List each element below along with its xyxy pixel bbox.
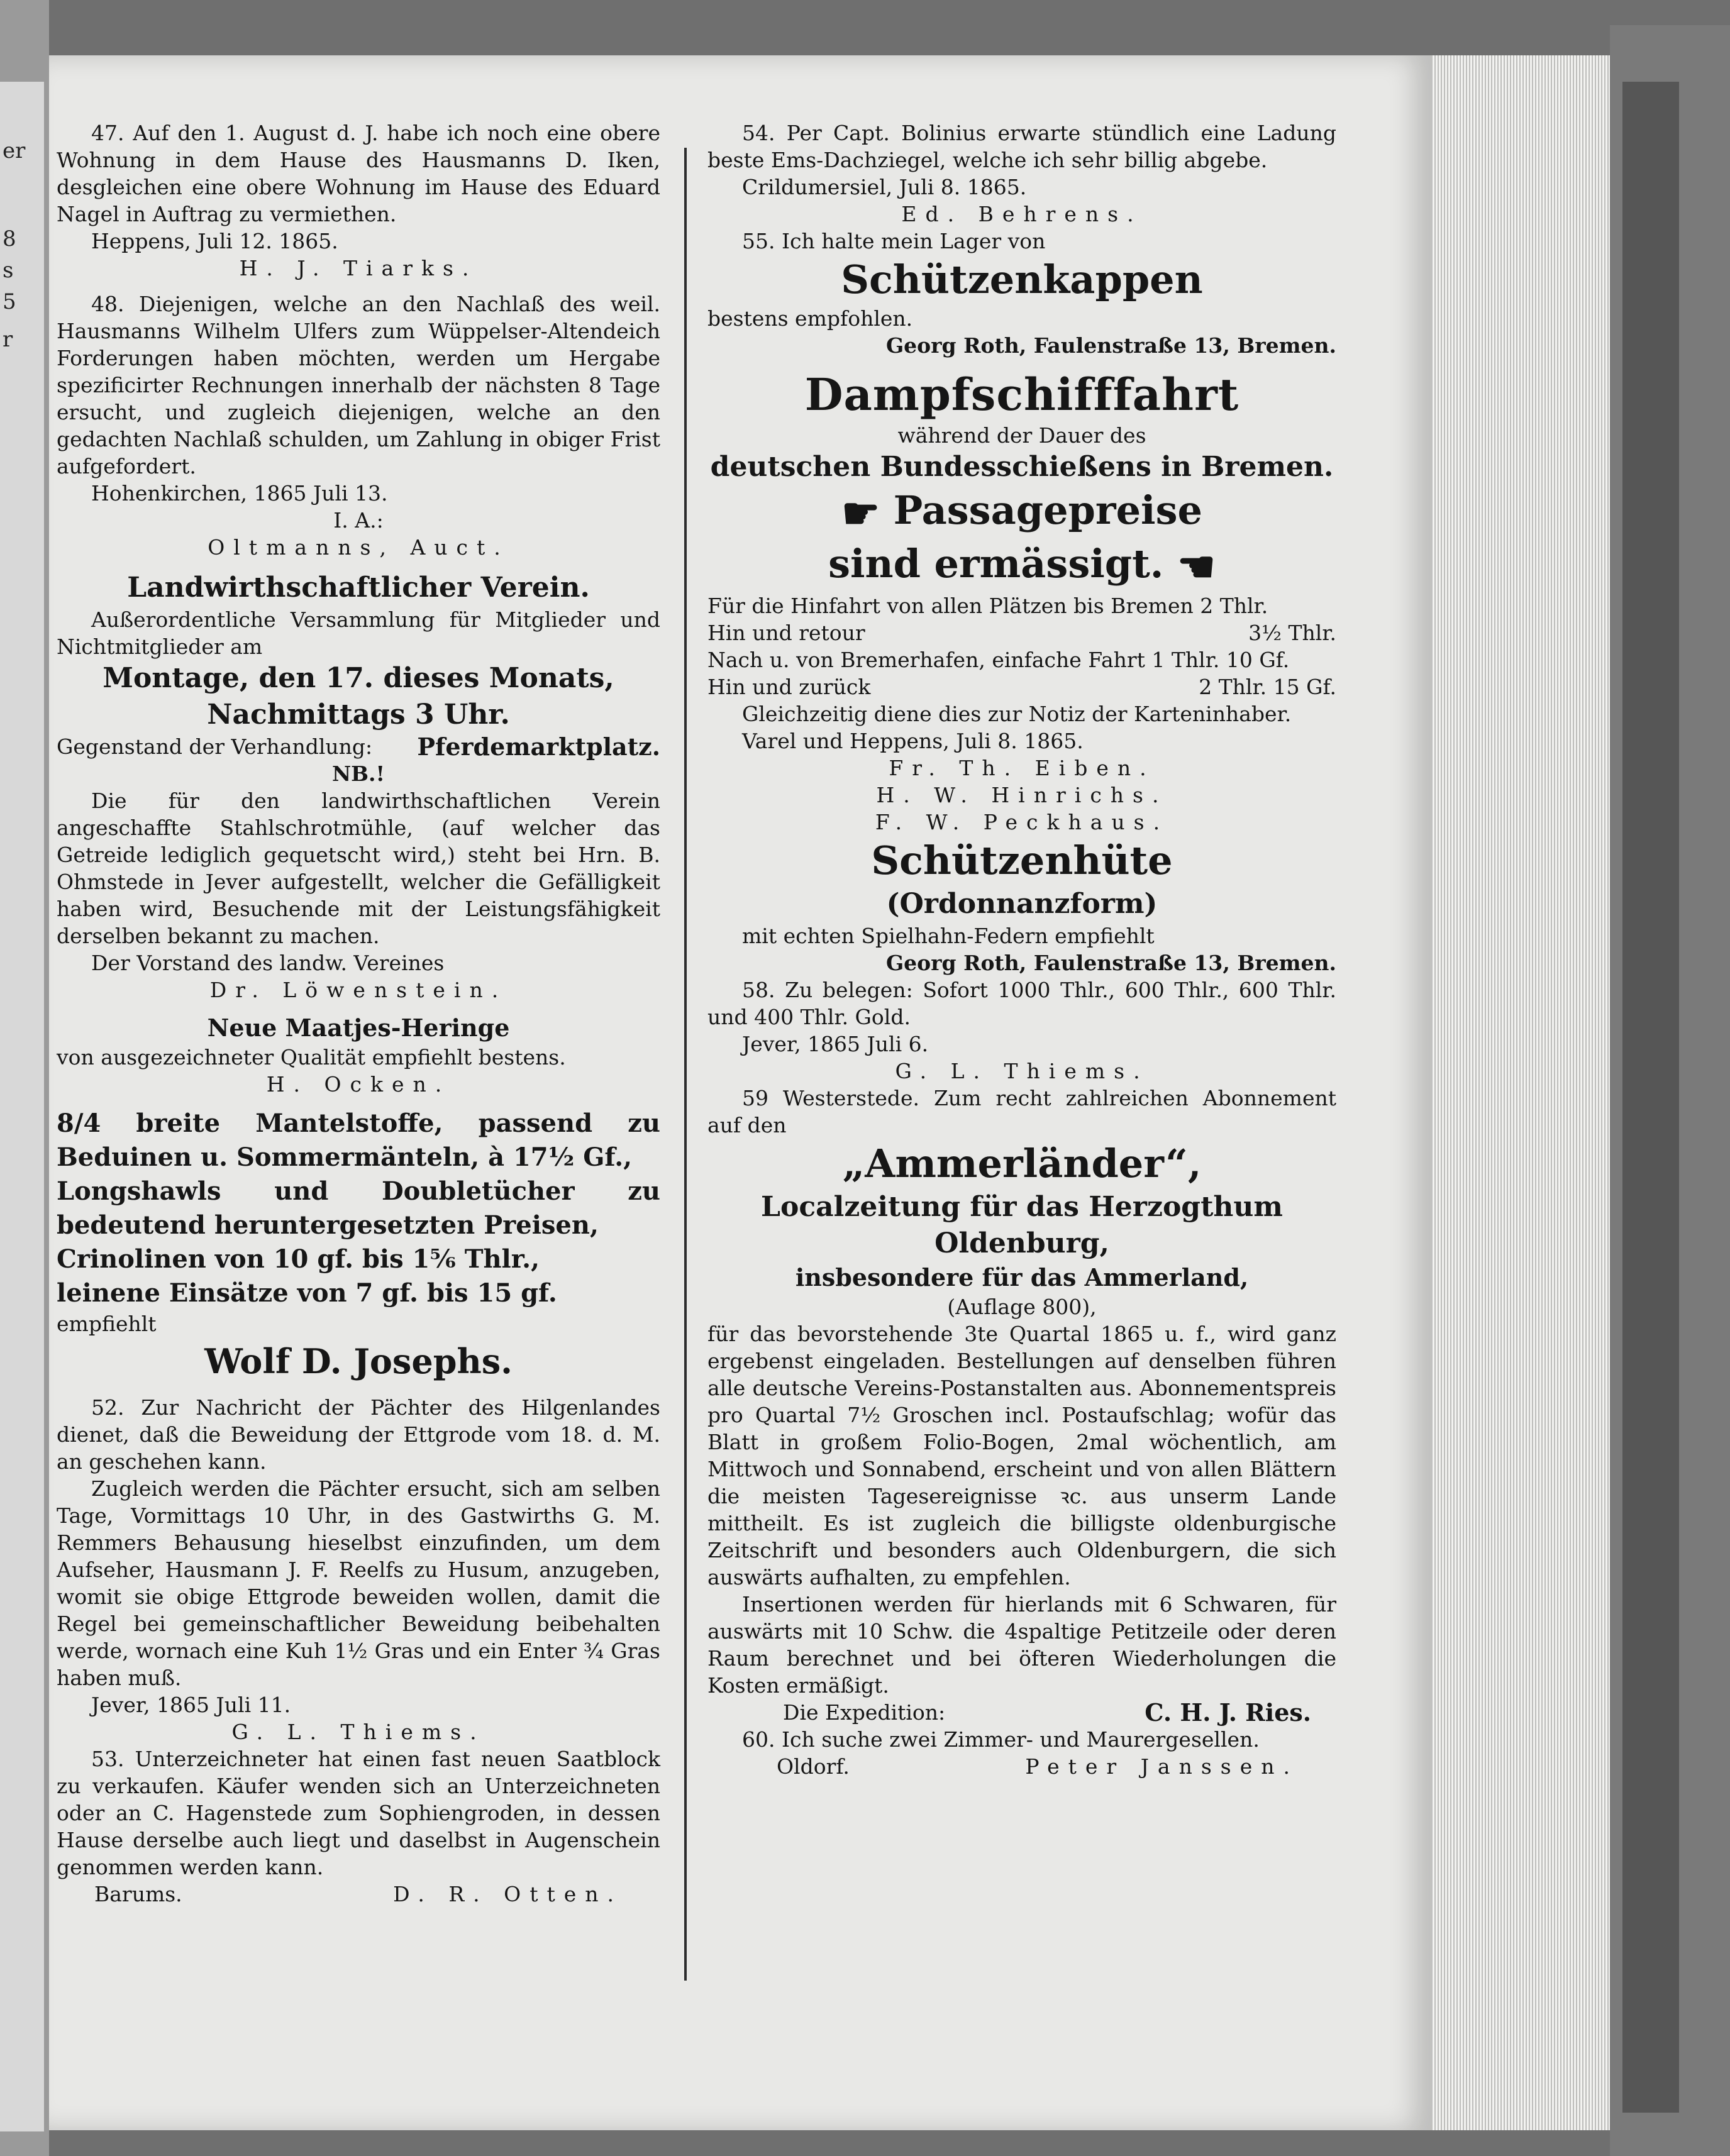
ad-58 [707, 976, 1336, 1085]
ad-title: Neue Maatjes-Heringe [207, 1014, 510, 1042]
ad-text: 52. Zur Nachricht der Pächter des Hilgenlandes dienet, daß die Beweidung der Ettgrode vom 18. d. M. an geschehen kann. [57, 1395, 660, 1474]
ad-footer [707, 1699, 1336, 1726]
ad-schuetzenhuete [707, 836, 1336, 976]
ad-text: 53. Unterzeichneter hat einen fast neuen Saatblock zu verkaufen. Käufer wenden sich an Unterzeichneten oder an C. Hagenstede zum Sophiengroden, in dessen Hause derselbe auch liegt und daselbst in Augenschein genommen werden kann. [57, 1747, 660, 1879]
ad-53 [57, 1745, 660, 1908]
ad-text: 58. Zu belegen: Sofort 1000 Thlr., 600 Thlr., 600 Thlr. und 400 Thlr. Gold. [707, 978, 1336, 1029]
fare-line [707, 619, 1336, 646]
left-column [57, 119, 660, 1908]
ad-text: Die für den landwirthschaftlichen Verein angeschaffte Stahlschrotmühle, (auf welcher das Getreide lediglich gequetscht wird,) steht bei Hrn. B. Ohmstede in Jever aufgestellt, welcher die Gefälligkeit haben wird, Besuchende mit der Leistungsfähigkeit derselben bekannt zu machen. [57, 788, 660, 948]
price-headline [707, 485, 1336, 539]
ad-signer: D. R. Otten. [393, 1882, 623, 1906]
ad-60 [707, 1726, 1336, 1780]
meeting-time: Nachmittags 3 Uhr. [207, 699, 510, 731]
ad-title: Dampfschifffahrt [804, 368, 1239, 421]
fare-price: 3½ Thlr. [1248, 621, 1336, 645]
ad-signer: F. W. Peckhaus. [875, 810, 1169, 834]
expedition-name: C. H. J. Ries. [1145, 1698, 1311, 1727]
ad-text: 47. Auf den 1. August d. J. habe ich noch eine obere Wohnung in dem Hause des Hausmanns D. Iken, desgleichen eine obere Wohnung im Hause des Eduard Nagel in Auftrag zu vermiethen. [57, 121, 660, 226]
ad-text: für das bevorstehende 3te Quartal 1865 u. f., wird ganz ergebenst eingeladen. Bestellungen auf denselben führen alle deutsche Vereins-Postanstalten aus. Abonnementspreis pro Quartal 7½ Groschen incl. Postaufschlag; wofür das Blatt in großem Folio-Bogen, 2mal wöchentlich, am Mittwoch und Sonnabend, erscheint und von allen Blättern die meisten Tagesereignisse ꝛc. aus unserm Lande mittheilt. Es ist zugleich die billigste oldenburgische Zeitschrift und besonders auch Oldenburgern, die sich auswärts aufhalten, zu empfehlen. [707, 1322, 1336, 1589]
ad-signer: Dr. Löwenstein. [209, 978, 507, 1002]
ad-subtitle: insbesondere für das Ammerland, [795, 1263, 1249, 1291]
fare-price: 2 Thlr. 15 Gf. [1199, 675, 1336, 699]
ad-text: 54. Per Capt. Bolinius erwarte stündlich eine Ladung beste Ems-Dachziegel, welche ich sehr billig abgebe. [707, 121, 1336, 172]
ad-subtitle-bold: deutschen Bundesschießens in Bremen. [710, 451, 1334, 483]
margin-fragment: 5 [3, 289, 16, 314]
book-page-edges [1426, 55, 1615, 2130]
ad-place: Oldorf. [777, 1754, 850, 1779]
ad-place: Varel und Heppens, Juli 8. 1865. [742, 729, 1084, 753]
margin-fragment: r [3, 327, 13, 352]
price-headline-2: sind ermässigt. [828, 541, 1164, 587]
ad-place: Heppens, Juli 12. 1865. [91, 229, 338, 253]
ad-subtitle: (Ordonnanzform) [886, 888, 1158, 920]
ad-signer: H. J. Tiarks. [239, 256, 478, 280]
nota-bene: NB.! [331, 761, 385, 786]
ad-footer [707, 1753, 1336, 1780]
ad-signer: Peter Janssen. [1025, 1754, 1299, 1779]
ad-by: I. A.: [333, 508, 384, 533]
ad-firm: Georg Roth, Faulenstraße 13, Bremen. [885, 951, 1336, 975]
ad-title: „Ammerländer“, [842, 1141, 1202, 1186]
margin-fragment: 8 [3, 226, 16, 252]
ad-intro: 55. Ich halte mein Lager von [742, 229, 1046, 253]
ad-subtitle: Oldenburg, [934, 1227, 1109, 1259]
ad-product: Schützenkappen [841, 257, 1203, 302]
pointing-hand-left-icon: ☚ [1177, 542, 1216, 592]
ad-signer: H. W. Hinrichs. [876, 783, 1168, 807]
ad-line: Crinolinen von 10 gf. bis 1⅚ Thlr., [57, 1244, 540, 1274]
price-headline-1: Passagepreise [893, 487, 1202, 533]
ad-place: Jever, 1865 Juli 6. [742, 1032, 929, 1056]
agenda-subject: Pferdemarktplatz. [417, 732, 660, 761]
ad-place: Jever, 1865 Juli 11. [91, 1693, 291, 1717]
agenda-line [57, 733, 660, 760]
fare-line: Nach u. von Bremerhafen, einfache Fahrt 1 Thlr. 10 Gf. [707, 648, 1290, 672]
ad-text: 48. Diejenigen, welche an den Nachlaß des weil. Hausmanns Wilhelm Ulfers zum Wüppelser-Altendeich Forderungen haben möchten, werden um Hergabe spezificirter Rechnungen innerhalb der nächsten 8 Tage ersucht, und zugleich diejenigen, welche an den gedachten Nachlaß schulden, um Zahlung in obiger Frist aufgefordert. [57, 292, 660, 478]
ad-line: Longshawls und Doubletücher zu bedeutend heruntergesetzten Preisen, [57, 1176, 660, 1240]
ad-signer: G. L. Thiems. [231, 1720, 485, 1744]
ad-line: 8/4 breite Mantelstoffe, passend zu Beduinen u. Sommermänteln, à 17½ Gf., [57, 1108, 660, 1172]
ad-signer: Fr. Th. Eiben. [889, 756, 1155, 780]
ad-signer: Oltmanns, Auct. [208, 535, 509, 560]
ad-55 [707, 228, 1336, 359]
ad-text: von ausgezeichneter Qualität empfiehlt bestens. [57, 1045, 566, 1070]
previous-page-strip [0, 82, 44, 2131]
ad-signer: G. L. Thiems. [895, 1059, 1149, 1083]
ad-text: mit echten Spielhahn-Federn empfiehlt [742, 924, 1155, 948]
ad-line: leinene Einsätze von 7 gf. bis 15 gf. [57, 1278, 557, 1308]
ad-54 [707, 119, 1336, 228]
ad-note: Gleichzeitig diene dies zur Notiz der Karteninhaber. [742, 702, 1292, 726]
agenda-label: Gegenstand der Verhandlung: [57, 734, 373, 759]
fare-line: Für die Hinfahrt von allen Plätzen bis Bremen 2 Thlr. [707, 594, 1268, 618]
ad-title: Landwirthschaftlicher Verein. [127, 572, 590, 604]
margin-fragment: s [3, 258, 14, 283]
ad-signer: H. Ocken. [266, 1072, 451, 1097]
ad-59 [707, 1085, 1336, 1726]
ad-mantelstoffe [57, 1107, 660, 1385]
margin-fragment: er [3, 138, 26, 163]
right-column [707, 119, 1336, 1780]
ad-board: Der Vorstand des landw. Vereines [91, 951, 445, 975]
ad-place: Hohenkirchen, 1865 Juli 13. [91, 481, 388, 506]
book-binding-inner [1622, 82, 1679, 2113]
column-rule [684, 148, 687, 1981]
ad-firm: Wolf D. Josephs. [204, 1341, 513, 1381]
price-headline-row [707, 539, 1336, 592]
ad-signer: Ed. Behrens. [901, 202, 1143, 226]
ad-52 [57, 1394, 660, 1745]
ad-dampfschifffahrt [707, 368, 1336, 836]
ad-line: empfiehlt [57, 1312, 157, 1336]
ad-text: 60. Ich suche zwei Zimmer- und Maurergesellen. [742, 1727, 1260, 1752]
ad-place: Crildumersiel, Juli 8. 1865. [742, 175, 1027, 199]
fare-label: Hin und zurück [707, 675, 871, 699]
ad-intro: 59 Westerstede. Zum recht zahlreichen Abonnement auf den [707, 1086, 1336, 1137]
ad-intro: Außerordentliche Versammlung für Mitglieder und Nichtmitglieder am [57, 607, 660, 659]
ad-text: bestens empfohlen. [707, 306, 913, 331]
fare-line [707, 673, 1336, 700]
ad-place: Barums. [94, 1882, 182, 1906]
ad-48 [57, 290, 660, 561]
expedition-label: Die Expedition: [783, 1700, 946, 1725]
ad-subtitle: während der Dauer des [897, 423, 1146, 448]
ad-heringe [57, 1012, 660, 1098]
ad-subtitle: (Auflage 800), [947, 1295, 1097, 1319]
ad-verein [57, 570, 660, 1003]
ad-text: Zugleich werden die Pächter ersucht, sich am selben Tage, Vormittags 10 Uhr, in des Gastwirths G. M. Remmers Behausung hieselbst einzufinden, um dem Aufseher, Hausmann J. F. Reelfs zu Husum, anzugeben, womit sie obige Ettgrode beweiden wollen, damit die Regel bei gemeinschaftlicher Beweidung beibehalten werde, wornach eine Kuh 1½ Gras und ein Enter ¾ Gras haben muß. [57, 1476, 660, 1690]
ad-text: Insertionen werden für hierlands mit 6 Schwaren, für auswärts mit 10 Schw. die 4spaltige Petitzeile oder deren Raum berechnet und bei öfteren Wiederholungen die Kosten ermäßigt. [707, 1592, 1336, 1698]
pointing-hand-right-icon: ☛ [841, 489, 880, 539]
ad-subtitle: Localzeitung für das Herzogthum [761, 1191, 1283, 1223]
ad-footer [57, 1881, 660, 1908]
fare-label: Hin und retour [707, 621, 865, 645]
ad-47 [57, 119, 660, 282]
meeting-date: Montage, den 17. dieses Monats, [103, 662, 614, 694]
ad-firm: Georg Roth, Faulenstraße 13, Bremen. [885, 333, 1336, 358]
ad-title: Schützenhüte [871, 838, 1173, 883]
